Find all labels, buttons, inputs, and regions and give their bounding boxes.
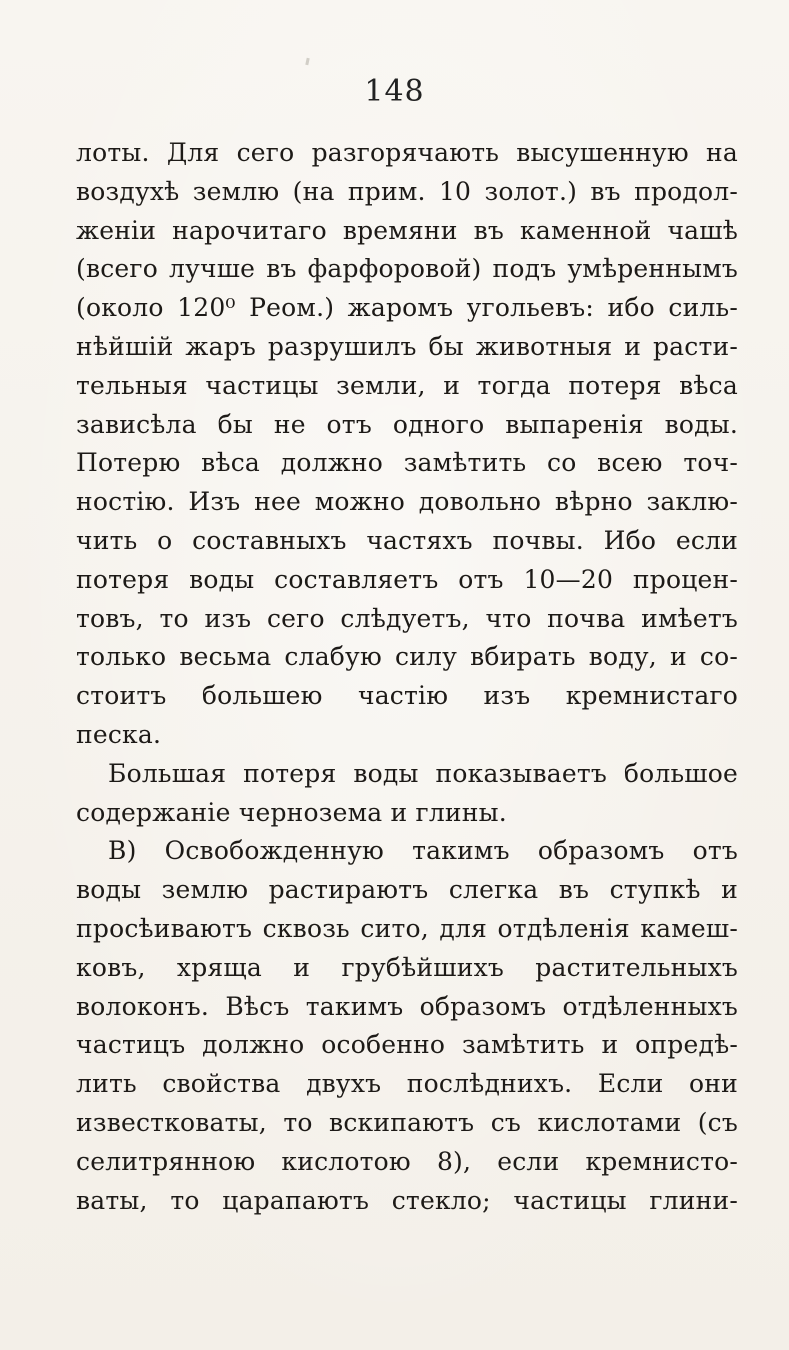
text-line-28: ваты, то царапаютъ стекло; частицы глини- xyxy=(76,1185,738,1215)
text-line-6: нѣйшій жаръ разрушилъ бы животныя и расти- xyxy=(76,331,738,361)
text-line-21: просѣиваютъ сквозь сито, для отдѣленія камеш- xyxy=(76,913,738,943)
text-line-23: волоконъ. Вѣсъ такимъ образомъ отдѣленныхъ xyxy=(76,991,738,1021)
text-line-7: тельныя частицы земли, и тогда потеря вѣса xyxy=(76,370,738,400)
page-mark xyxy=(305,58,309,65)
text-line-17: Большая потеря воды показываетъ большое xyxy=(108,758,738,788)
body-text xyxy=(76,134,738,1220)
text-line-26: известковаты, то вскипаютъ съ кислотами (съ xyxy=(76,1107,738,1137)
text-line-1: лоты. Для сего разгорячають высушенную на xyxy=(76,138,738,167)
text-line-13: товъ, то изъ сего слѣдуетъ, что почва имѣетъ xyxy=(76,603,738,633)
text-line-16: песка. xyxy=(76,719,162,749)
text-line-20: воды землю растираютъ слегка въ ступкѣ и xyxy=(76,875,738,905)
text-line-8: зависѣла бы не отъ одного выпаренія воды. xyxy=(76,409,738,439)
text-line-10: ностію. Изъ нее можно довольно вѣрно заклю- xyxy=(76,487,738,517)
text-line-27: селитрянною кислотою 8), если кремнисто- xyxy=(76,1146,738,1176)
text-line-11: чить о составныхъ частяхъ почвы. Ибо если xyxy=(76,525,738,555)
text-line-25: лить свойства двухъ послѣднихъ. Если они xyxy=(76,1069,738,1099)
text-line-4: (всего лучше въ фарфоровой) подъ умѣреннымъ xyxy=(76,254,738,284)
text-line-5: (около 120⁰ Реом.) жаромъ угольевъ: ибо силь- xyxy=(76,293,738,323)
text-line-14: только весьма слабую силу вбирать воду, и со- xyxy=(76,642,738,672)
page-number: 148 xyxy=(364,74,425,109)
text-line-9: Потерю вѣса должно замѣтить со всею точ- xyxy=(76,448,738,478)
text-line-2: воздухѣ землю (на прим. 10 золот.) въ продол- xyxy=(76,176,738,206)
text-line-12: потеря воды составляетъ отъ 10—20 процен- xyxy=(76,564,738,594)
text-line-24: частицъ должно особенно замѣтить и опредѣ- xyxy=(76,1030,738,1060)
text-line-18: содержаніе чернозема и глины. xyxy=(76,797,507,827)
text-line-15: стоитъ большею частію изъ кремнистаго xyxy=(76,681,738,711)
text-line-3: женіи нарочитаго времяни въ каменной чашѣ xyxy=(76,215,738,245)
text-line-19: В) Освобожденную такимъ образомъ отъ xyxy=(108,836,738,866)
text-line-22: ковъ, хряща и грубѣйшихъ растительныхъ xyxy=(76,952,738,982)
